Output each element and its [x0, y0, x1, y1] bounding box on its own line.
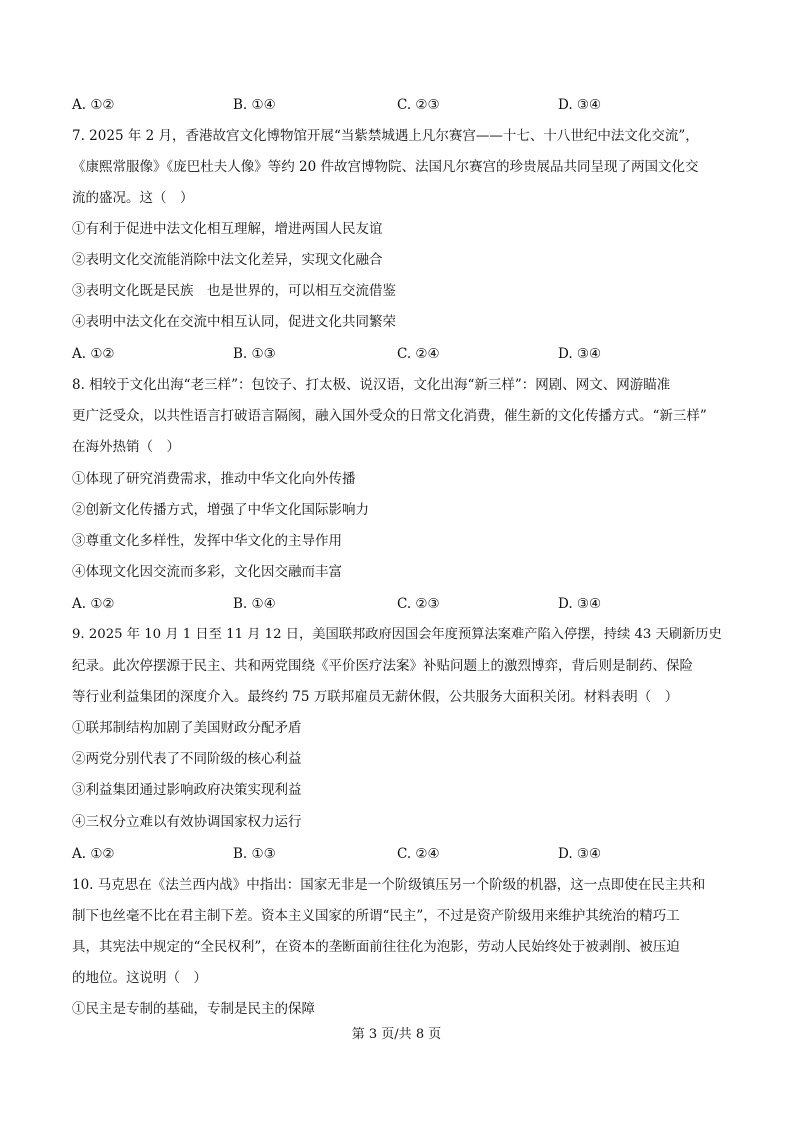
- prev-question-options: [72, 95, 732, 115]
- statement-4: ④三权分立难以有效协调国家权力运行: [72, 814, 302, 830]
- option-b: B. ①④: [233, 596, 276, 612]
- option-d: D. ③④: [558, 596, 602, 612]
- option-c: C. ②④: [397, 846, 440, 862]
- page-footer: 第 3 页/共 8 页: [351, 1027, 442, 1042]
- question-text-line: 《康熙常服像》《庞巴杜夫人像》等约 20 件故宫博物院、法国凡尔赛宫的珍贵展品共同呈现了两国文化交: [72, 159, 699, 175]
- question-options: [72, 594, 732, 614]
- question-text-line: 7. 2025 年 2 月，香港故宫文化博物馆开展“当紫禁城遇上凡尔赛宫——十七、十八世纪中法文化交流”，: [72, 128, 699, 144]
- question-text-line: 等行业利益集团的深度介入。最终约 75 万联邦雇员无薪休假，公共服务大面积关闭。材料表明（ ）: [72, 689, 679, 705]
- option-c: C. ②④: [397, 346, 440, 362]
- statement-1: ①有利于促进中法文化相互理解，增进两国人民友谊: [72, 221, 383, 237]
- statement-2: ②两党分别代表了不同阶级的核心利益: [72, 751, 302, 767]
- statement-4: ④体现文化因交流而多彩，文化因交融而丰富: [72, 564, 342, 580]
- option-a: A. ①②: [72, 97, 115, 113]
- statement-1: ①体现了研究消费需求，推动中华文化向外传播: [72, 471, 356, 487]
- statement-2: ②表明文化交流能消除中法文化差异，实现文化融合: [72, 252, 383, 268]
- option-c: C. ②③: [397, 97, 440, 113]
- question-options: [72, 344, 732, 364]
- option-a: A. ①②: [72, 596, 115, 612]
- question-text-line: 在海外热销（ ）: [72, 439, 180, 455]
- question-options: [72, 844, 732, 864]
- question-text-line: 更广泛受众，以共性语言打破语言隔阂，融入国外受众的日常文化消费，催生新的文化传播方式。“新三样”: [72, 408, 707, 424]
- statement-1: ①民主是专制的基础，专制是民主的保障: [72, 1001, 315, 1017]
- question-text-line: 流的盛况。这（ ）: [72, 190, 194, 206]
- statement-3: ③表明文化既是民族 也是世界的，可以相互交流借鉴: [72, 283, 396, 299]
- statement-3: ③利益集团通过影响政府决策实现利益: [72, 782, 302, 798]
- option-d: D. ③④: [558, 97, 602, 113]
- question-text-line: 制下也丝毫不比在君主制下差。资本主义国家的所谓“民主”，不过是资产阶级用来维护其统治的精巧工: [72, 908, 680, 924]
- question-text-line: 具，其宪法中规定的“全民权利”，在资本的垄断面前往往化为泡影，劳动人民始终处于被剥削、被压迫: [72, 939, 680, 955]
- statement-3: ③尊重文化多样性，发挥中华文化的主导作用: [72, 533, 342, 549]
- option-d: D. ③④: [558, 846, 602, 862]
- statement-1: ①联邦制结构加剧了美国财政分配矛盾: [72, 720, 302, 736]
- question-text-line: 的地位。这说明（ ）: [72, 970, 207, 986]
- option-a: A. ①②: [72, 846, 115, 862]
- question-text-line: 10. 马克思在《法兰西内战》中指出：国家无非是一个阶级镇压另一个阶级的机器，这一点即使在民主共和: [72, 877, 706, 893]
- question-text-line: 8. 相较于文化出海“老三样”：包饺子、打太极、说汉语，文化出海“新三样”：网剧、网文、网游瞄准: [72, 377, 671, 393]
- question-text-line: 纪录。此次停摆源于民主、共和两党围绕《平价医疗法案》补贴问题上的激烈博弈，背后则是制药、保险: [72, 658, 693, 674]
- statement-2: ②创新文化传播方式，增强了中华文化国际影响力: [72, 502, 369, 518]
- statement-4: ④表明中法文化在交流中相互认同，促进文化共同繁荣: [72, 314, 396, 330]
- option-c: C. ②③: [397, 596, 440, 612]
- question-text-line: 9. 2025 年 10 月 1 日至 11 月 12 日，美国联邦政府因国会年度预算法案难产陷入停摆，持续 43 天刷新历史: [72, 627, 722, 642]
- option-b: B. ①③: [233, 346, 276, 362]
- option-b: B. ①④: [233, 97, 276, 113]
- option-a: A. ①②: [72, 346, 115, 362]
- option-b: B. ①③: [233, 846, 276, 862]
- option-d: D. ③④: [558, 346, 602, 362]
